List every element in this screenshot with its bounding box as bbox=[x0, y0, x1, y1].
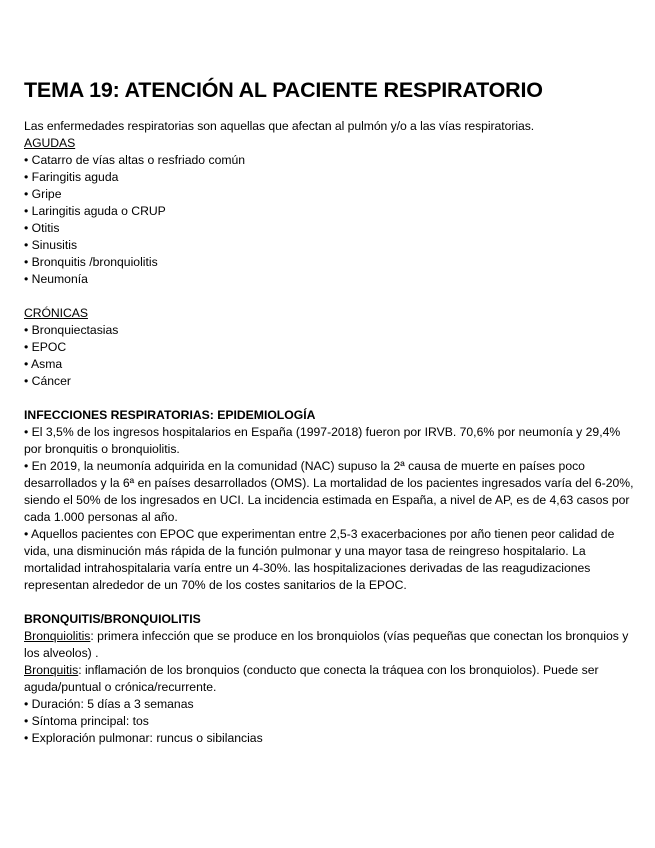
bronquitis-term: Bronquitis bbox=[24, 663, 79, 677]
bullet-icon: • bbox=[24, 272, 29, 286]
bullet-icon: • bbox=[24, 204, 29, 218]
bullet-icon: • bbox=[24, 323, 29, 337]
epidemiologia-paragraph: • Aquellos pacientes con EPOC que experimentan entre 2,5-3 exacerbaciones por año tienen peor calidad de vida, una disminución más rápida de la función pulmonar y una mayor tasa de reingreso hospitalario. La mortalidad intrahospitalaria varía entre un 4-30%. las hospitalizaciones derivadas de las reagudizaciones representan alrededor de un 70% de los costes sanitarios de la EPOC. bbox=[24, 527, 615, 592]
epidemiologia-paragraph: • En 2019, la neumonía adquirida en la comunidad (NAC) supuso la 2ª causa de muerte en países poco desarrollados y la 6ª en países desarrollados (OMS). La mortalidad de los pacientes ingresados varía del 6-20%, siendo el 50% de los ingresados en UCI. La incidencia estimada en España, a nivel de AP, es de 4,63 casos por cada 1.000 personas al año. bbox=[24, 459, 634, 524]
bullet-icon: • bbox=[24, 374, 29, 388]
cronicas-heading: CRÓNICAS bbox=[24, 306, 88, 320]
bullet-icon: • bbox=[24, 340, 29, 354]
epidemiologia-heading: INFECCIONES RESPIRATORIAS: EPIDEMIOLOGÍA bbox=[24, 408, 316, 422]
list-item: • Duración: 5 días a 3 semanas bbox=[24, 697, 194, 711]
bronquiolitis-definition: Bronquiolitis: primera infección que se produce en los bronquiolos (vías pequeñas que conectan los bronquios y los alveolos) . bbox=[24, 629, 629, 660]
bullet-icon: • bbox=[24, 459, 29, 473]
bullet-icon: • bbox=[24, 697, 29, 711]
spacer bbox=[24, 390, 636, 407]
page-title: TEMA 19: ATENCIÓN AL PACIENTE RESPIRATORIO bbox=[24, 78, 543, 102]
agudas-heading: AGUDAS bbox=[24, 136, 76, 150]
bullet-icon: • bbox=[24, 153, 29, 167]
bullet-icon: • bbox=[24, 255, 29, 269]
cronicas-list bbox=[24, 322, 636, 390]
list-item: • Exploración pulmonar: runcus o sibilancias bbox=[24, 731, 263, 745]
agudas-list bbox=[24, 152, 636, 288]
list-item: • Faringitis aguda bbox=[24, 170, 119, 184]
bullet-icon: • bbox=[24, 238, 29, 252]
list-item: • Cáncer bbox=[24, 374, 71, 388]
bullet-icon: • bbox=[24, 357, 29, 371]
list-item: • Bronquiectasias bbox=[24, 323, 119, 337]
bronquiolitis-term: Bronquiolitis bbox=[24, 629, 91, 643]
bullet-icon: • bbox=[24, 187, 29, 201]
list-item: • Asma bbox=[24, 357, 63, 371]
bronquitis-heading: BRONQUITIS/BRONQUIOLITIS bbox=[24, 612, 201, 626]
list-item: • Otitis bbox=[24, 221, 60, 235]
bullet-icon: • bbox=[24, 425, 29, 439]
list-item: • Laringitis aguda o CRUP bbox=[24, 204, 166, 218]
spacer bbox=[24, 288, 636, 305]
document-page bbox=[24, 76, 636, 747]
bullet-icon: • bbox=[24, 170, 29, 184]
bullet-icon: • bbox=[24, 527, 29, 541]
intro-text: Las enfermedades respiratorias son aquellas que afectan al pulmón y/o a las vías respiratorias. bbox=[24, 119, 535, 133]
list-item: • Bronquitis /bronquiolitis bbox=[24, 255, 158, 269]
epidemiologia-paragraph: • El 3,5% de los ingresos hospitalarios en España (1997-2018) fueron por IRVB. 70,6% por neumonía y 29,4% por bronquitis o bronquiolitis. bbox=[24, 425, 621, 456]
list-item: • Síntoma principal: tos bbox=[24, 714, 149, 728]
list-item: • Neumonía bbox=[24, 272, 88, 286]
bronquitis-list bbox=[24, 696, 636, 747]
bullet-icon: • bbox=[24, 731, 29, 745]
list-item: • Catarro de vías altas o resfriado común bbox=[24, 153, 246, 167]
bronquitis-definition: Bronquitis: inflamación de los bronquios (conducto que conecta la tráquea con los bronquiolos). Puede ser aguda/puntual o crónica/recurrente. bbox=[24, 663, 599, 694]
list-item: • EPOC bbox=[24, 340, 67, 354]
list-item: • Sinusitis bbox=[24, 238, 78, 252]
list-item: • Gripe bbox=[24, 187, 62, 201]
spacer bbox=[24, 594, 636, 611]
bullet-icon: • bbox=[24, 714, 29, 728]
bullet-icon: • bbox=[24, 221, 29, 235]
